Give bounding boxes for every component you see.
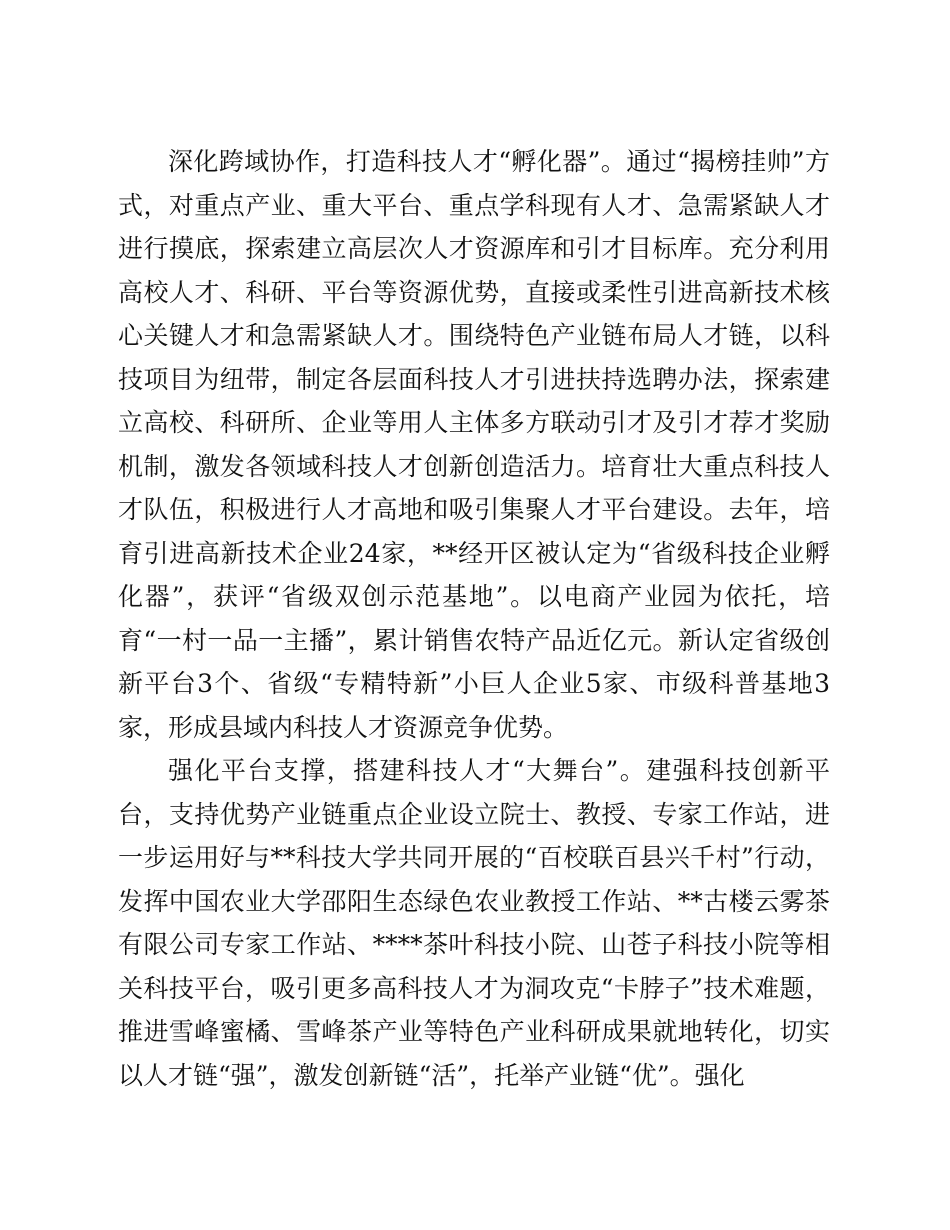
paragraph-platform-support: 强化平台支撑，搭建科技人才“大舞台”。建强科技创新平台，支持优势产业链重点企业设立院士、教授、专家工作站，进一步运用好与**科技大学共同开展的“百校联百县兴千村”行动，发挥中国农业大学邵阳生态绿色农业教授工作站、**古楼云雾茶有限公司专家工作站、****茶叶科技小院、山苍子科技小院等相关科技平台，吸引更多高科技人才为洞攻克“卡脖子”技术难题，推进雪峰蜜橘、雪峰茶产业等特色产业科研成果就地转化，切实以人才链“强”，激发创新链“活”，托举产业链“优”。强化 bbox=[118, 756, 830, 1090]
paragraph-talent-incubator: 深化跨域协作，打造科技人才“孵化器”。通过“揭榜挂帅”方式，对重点产业、重大平台、重点学科现有人才、急需紧缺人才进行摸底，探索建立高层次人才资源库和引才目标库。充分利用高校人才、科研、平台等资源优势，直接或柔性引进高新技术核心关键人才和急需紧缺人才。围绕特色产业链布局人才链，以科技项目为纽带，制定各层面科技人才引进扶持选聘办法，探索建立高校、科研所、企业等用人主体多方联动引才及引才荐才奖励机制，激发各领域科技人才创新创造活力。培育壮大重点科技人才队伍，积极进行人才高地和吸引集聚人才平台建设。去年，培育引进高新技术企业24家，**经开区被认定为“省级科技企业孵化器”，获评“省级双创示范基地”。以电商产业园为依托，培育“一村一品一主播”，累计销售农特产品近亿元。新认定省级创新平台3个、省级“专精特新”小巨人企业5家、市级科普基地3家，形成县域内科技人才资源竞争优势。 bbox=[118, 147, 830, 742]
document-page bbox=[118, 140, 830, 1097]
